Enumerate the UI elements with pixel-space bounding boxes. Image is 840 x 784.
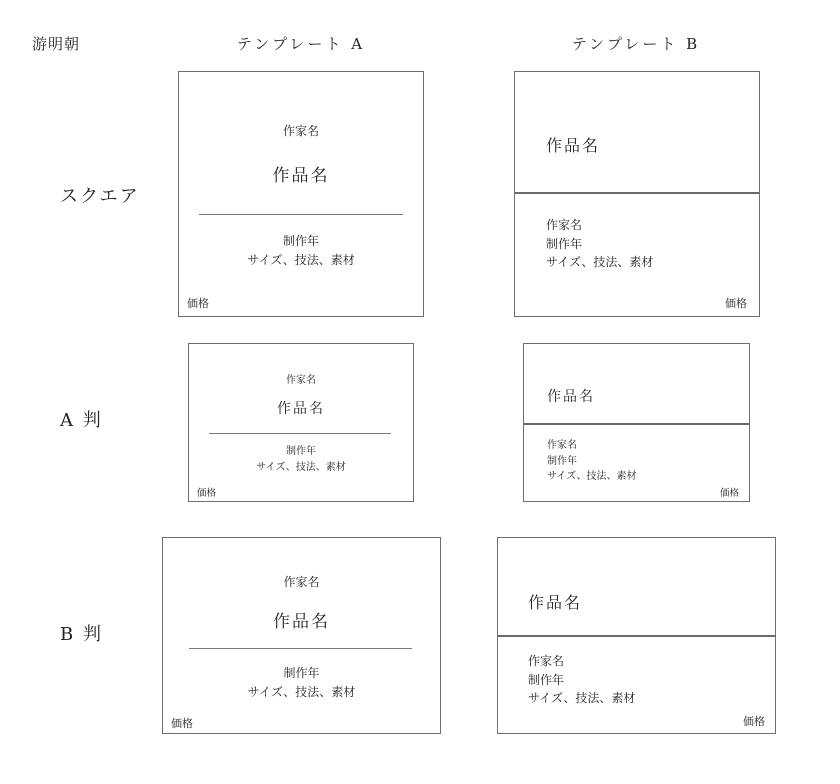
artist-name: 作家名 — [546, 218, 583, 232]
divider-line — [498, 635, 775, 637]
work-title: 作品名 — [277, 401, 325, 417]
work-title: 作品名 — [547, 389, 595, 405]
artist-name: 作家名 — [282, 124, 319, 138]
price: 価格 — [743, 715, 765, 728]
production-year: 制作年 — [546, 236, 583, 251]
price: 価格 — [197, 488, 217, 499]
column-header-template-b: テンプレート B — [571, 35, 701, 53]
artist-name: 作家名 — [547, 440, 577, 451]
production-year: 制作年 — [286, 446, 316, 457]
card-square-template-b — [514, 71, 760, 317]
work-details — [179, 232, 423, 269]
size-technique-material: サイズ、技法、素材 — [256, 461, 346, 473]
work-title: 作品名 — [546, 136, 601, 155]
work-details — [189, 444, 413, 475]
divider-line — [209, 433, 391, 434]
card-b-size-template-b — [497, 537, 776, 734]
size-technique-material: サイズ、技法、素材 — [528, 691, 636, 706]
work-details — [163, 664, 440, 701]
divider-line — [524, 423, 749, 425]
card-a-size-template-b — [523, 343, 750, 502]
work-title: 作品名 — [273, 612, 330, 632]
price: 価格 — [187, 297, 209, 310]
work-details — [528, 652, 635, 708]
production-year: 制作年 — [283, 666, 320, 680]
work-details — [546, 216, 653, 272]
card-a-size-template-a — [188, 343, 414, 502]
size-technique-material: サイズ、技法、素材 — [247, 684, 356, 699]
size-technique-material: サイズ、技法、素材 — [247, 252, 355, 267]
card-b-size-template-a — [162, 537, 441, 734]
production-year: 制作年 — [547, 455, 577, 467]
row-header-a-size: A 判 — [60, 410, 103, 431]
row-header-square: スクエア — [60, 186, 140, 207]
work-title: 作品名 — [528, 593, 583, 612]
artist-name: 作家名 — [528, 654, 565, 668]
card-square-template-a — [178, 71, 424, 317]
divider-line — [515, 192, 759, 194]
production-year: 制作年 — [528, 672, 565, 687]
price: 価格 — [171, 717, 193, 730]
font-name-label: 游明朝 — [32, 35, 81, 53]
row-header-b-size: B 判 — [60, 624, 103, 645]
size-technique-material: サイズ、技法、素材 — [547, 471, 637, 482]
price: 価格 — [725, 297, 747, 310]
price: 価格 — [719, 488, 739, 499]
artist-name: 作家名 — [286, 375, 316, 386]
production-year: 制作年 — [282, 234, 319, 248]
column-header-template-a: テンプレート A — [236, 35, 366, 53]
work-title: 作品名 — [272, 166, 330, 186]
divider-line — [189, 648, 412, 649]
work-details — [547, 438, 637, 485]
divider-line — [199, 214, 403, 215]
size-technique-material: サイズ、技法、素材 — [546, 255, 654, 270]
artist-name: 作家名 — [283, 575, 320, 589]
